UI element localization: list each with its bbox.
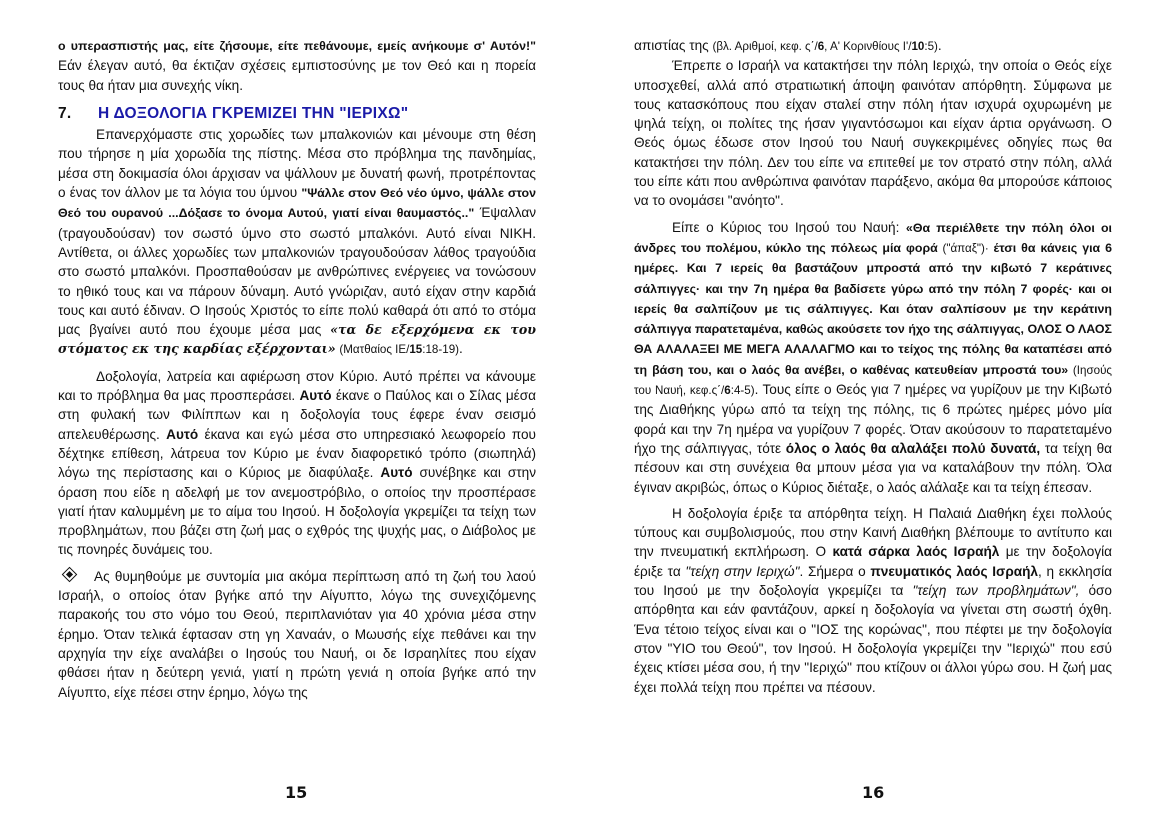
bold-text: «Θα περιέλθετε την πόλη όλοι οι άνδρες του πολέμου, κύκλο της πόλεως μία φορά bbox=[634, 220, 1113, 255]
paragraph-1 bbox=[58, 36, 536, 95]
diamond-bullet-icon bbox=[62, 566, 78, 582]
paragraph-2: Έπρεπε ο Ισραήλ να κατακτήσει την πόλη Ιεριχώ, την οποία ο Θεός είχε υποσχεθεί, αλλά από στρατιωτική άποψη φαινόταν απόρθητη. Σύμφωνα με τους κατασκόπους που είχαν σταλεί στην πόλη ήταν ισχυρά οχυρωμένη με ψηλά τείχη, οι πολίτες της ήσαν γιγαντόσωμοι και είχαν άρτια οργάνωση. Ο Θεός όμως έδωσε στον Ιησού του Ναυή συγκεκριμένες οδηγίες πως θα κατακτήσει την πόλη. Δεν του είπε να επιτεθεί με τον στρατό στην πόλη, αλλά του είπε κάτι που ανθρώπινα φαινόταν παράξενο, ακόμα θα μπορούσε κάποιος να το ονομάσει "ανόητο". bbox=[634, 58, 1112, 209]
ref-part: (βλ. Αριθμοί, κεφ. ς΄/ bbox=[712, 40, 818, 53]
ref-chapter: 10 bbox=[911, 40, 925, 53]
ref-part: :4-5) bbox=[730, 384, 755, 398]
right-page bbox=[634, 36, 1112, 697]
body-text: Δοξολογία, λατρεία και αφιέρωση στον Κύριο. Αυτό πρέπει να κάνουμε και το πρόβλημα θα μας προσπεράσει. bbox=[58, 368, 536, 404]
bold-text: πνευματικός λαός Ισραήλ bbox=[870, 563, 1038, 579]
paragraph-3 bbox=[58, 367, 536, 560]
ref-part: :5) bbox=[924, 40, 938, 53]
body-text: . Σήμερα ο bbox=[799, 563, 871, 579]
body-text: έκανα και εγώ μέσα στο υπηρεσιακό λεωφορείο που δέχτηκε επίθεση, λάτρευα τον Κύριο με έναν διαφορετικό τρόπο (σιωπηλά) λόγω της περίστασης και ο Κύριος με διαφύλαξε. bbox=[58, 426, 536, 481]
scripture-quote: «τα δε εξερχόμενα εκ του στόματος εκ της καρδίας εξέρχονται» bbox=[58, 322, 536, 357]
scripture-ref bbox=[712, 40, 937, 53]
body-text: Είπε ο Κύριος του Ιησού του Ναυή: bbox=[672, 219, 906, 235]
ref-part: :18-19) bbox=[422, 343, 459, 357]
ref-chapter: 6 bbox=[817, 40, 825, 53]
bold-text: ο υπερασπιστής μας, είτε ζήσουμε, είτε πεθάνουμε, εμείς ανήκουμε σ' Αυτόν!" bbox=[58, 39, 536, 53]
bold-text: έτσι θα κάνεις για 6 ημέρες. Και 7 ιερείς θα βαστάζουν μπροστά από την κιβωτό 7 κεράτινες σάλπιγγες· και την 7η ημέρα θα βαδίσετε γύρω από την πόλη 7 φορές· και οι ιερείς θα σαλπίζουν με τις σάλπιγγες. Και όταν σαλπίσουν με την κεράτινη σάλπιγγα παρατεταμένα, καθώς ακούσετε τον ήχο της σάλπιγγας, ΟΛΟΣ Ο ΛΑΟΣ ΘΑ ΑΛΑΛΑΞΕΙ ΜΕ ΜΕΓΑ ΑΛΑΛΑΓΜΟ και το τείχος της πόλης θα καταπέσει από τη βάση του, και ο λαός θα ανέβει, ο καθένας κατευθείαν μπροστά του» bbox=[634, 240, 1113, 377]
section-title: Η ΔΟΞΟΛΟΓΙΑ ΓΚΡΕΜΙΖΕΙ ΤΗΝ "ΙΕΡΙΧΩ" bbox=[98, 104, 409, 122]
bold-text: Αυτό bbox=[380, 465, 413, 481]
ref-part: , Α' Κορινθίους Ι'/ bbox=[824, 40, 912, 53]
italic-text: "τείχη στην Ιεριχώ" bbox=[685, 563, 800, 579]
bold-text: Αυτό bbox=[299, 388, 332, 404]
bold-text: "Ψάλλε στον Θεό νέο ύμνο, ψάλλε στον Θεό του ουρανού ...Δόξασε το όνομα Αυτού, γιατί είναι θαυμαστός.." bbox=[58, 186, 536, 221]
page-number-left: 15 bbox=[285, 783, 308, 802]
section-number: 7. bbox=[58, 104, 72, 122]
italic-text: "τείχη των προβλημάτων", bbox=[912, 583, 1080, 599]
paragraph-2 bbox=[58, 125, 536, 360]
body-text: έκανε ο Παύλος και ο Σίλας μέσα στη φυλακή των Φιλίππων και η δοξολογία τους έφερε έναν σεισμό απελευθέρωσης. bbox=[58, 388, 536, 442]
body-text: Η δοξολογία έριξε τα απόρθητα τείχη. Η Παλαιά Διαθήκη έχει πολλούς τύπους και συμβολισμούς, που στην Καινή Διαθήκη βλέπουμε το αντίτυπο και την πνευματική εκπλήρωση. Ο bbox=[634, 505, 1112, 560]
paren-text: ("άπαξ")· bbox=[937, 241, 994, 255]
body-text: . bbox=[459, 341, 463, 357]
body-text: απιστίας της bbox=[634, 38, 713, 53]
bold-text: κατά σάρκα λαός Ισραήλ bbox=[832, 544, 1000, 560]
body-text: Έψαλλαν (τραγουδούσαν) τον σωστό ύμνο στο σωστό μπαλκόνι. Αυτό είναι ΝΙΚΗ. Αντίθετα, οι άλλες χορωδίες των μπαλκονιών τραγουδούσαν λάθος τραγούδια στο σωστό μπαλκόνι. Προσπαθούσαν με ανθρώπινες ενέργειες να τονώσουν το ηθικό τους και να πάρουν δύναμη. Αυτό γνώριζαν, αυτό είχαν στην καρδιά τους και αυτό έδιναν. Ο Ιησούς Χριστός το είπε πολύ καθαρά ότι από το στόμα μας βγαίνει αυτό που έχουμε μέσα μας bbox=[58, 205, 537, 338]
body-text: , η εκκλησία του Ιησού με την δοξολογία γκρεμίζει τα bbox=[634, 563, 1112, 599]
ref-part: (Ματθαίος ΙΕ/ bbox=[339, 343, 410, 357]
body-text: . bbox=[937, 38, 942, 53]
paragraph-4 bbox=[58, 567, 536, 702]
page-number-right: 16 bbox=[862, 783, 885, 802]
bold-text: Αυτό bbox=[166, 426, 199, 442]
scripture-ref bbox=[339, 343, 459, 356]
paragraph-1 bbox=[634, 36, 1112, 56]
ref-part: (Ιησούς του Ναυή, κεφ.ς΄/ bbox=[634, 363, 1112, 398]
body-text: Επανερχόμαστε στις χορωδίες των μπαλκονιών και μένουμε στη θέση που τήρησε η μία χορωδία της πίστης. Μέσα στο πρόβλημα της πανδημίας, μέσα στη δοκιμασία όλοι άρχισαν να ψάλλουν με δυνατή φωνή, προτρέποντας ο ένας τον άλλον με τα λόγια του ύμνου bbox=[58, 127, 536, 201]
body-text: συνέβηκε και στην όραση που είδε η αδελφή με τον ανεμοστρόβιλο, ο οποίος την προσπέρασε γιατί ήταν καλυμμένη με το αίμα του Ιησού. Η δοξολογία γκρεμίζει τα τείχη των προβλημάτων, που βάζει στη ζωή μας ο εχθρός της ψυχής μας, ο Διάβολος με τις πονηρές δυνάμεις του. bbox=[58, 465, 536, 558]
bullet bbox=[58, 567, 94, 586]
ref-chapter: 6 bbox=[724, 384, 731, 398]
body-text: με την δοξολογία έριξε τα bbox=[634, 544, 1112, 579]
body-text: . Τους είπε ο Θεός για 7 ημέρες να γυρίζουν με την Κιβωτό της Διαθήκης γύρω από τα τείχη της πόλης, τις 6 πρώτες ημέρες μόνο μία φορά και την 7η ημέρα να γυρίζουν 7 φορές. Όταν ακούσουν το παρατεταμένο ήχο της σάλπιγγας, τότε bbox=[634, 382, 1112, 456]
ref-chapter: 15 bbox=[409, 343, 423, 357]
left-page bbox=[58, 36, 536, 702]
body-text: Ας θυμηθούμε με συντομία μια ακόμα περίπτωση από τη ζωή του λαού Ισραήλ, ο οποίος όταν βγήκε από την Αίγυπτο, λόγω της συνεχιζόμενης παρακοής του στο νόμο του Θεού, περιπλανιόταν για 40 χρόνια μέσα στην έρημο. Όταν τελικά έφτασαν στη γη Χαναάν, ο Μωυσής είχε πεθάνει και την αρχηγία την είχε αναλάβει ο Ιησούς του Ναυή, οι δε Ισραηλίτες που είχαν φθάσει ήταν η δεύτερη γενιά, γιατί η πρώτη γενιά η οποία βγήκε από την Αίγυπτο, είχε πέσει στην έρημο, λόγω της bbox=[58, 568, 536, 700]
section-heading bbox=[58, 104, 536, 123]
paragraph-4 bbox=[634, 504, 1112, 697]
body-text: τα τείχη θα πέσουν και στη συνέχεια θα μπουν μέσα για να καταλάβουν την πόλη. Όλα έγιναν ακριβώς, όπως ο Κύριος διέταξε, ο λαός αλάλαξε και τα τείχη έπεσαν. bbox=[634, 440, 1112, 495]
body-text: Εάν έλεγαν αυτό, θα έκτιζαν σχέσεις εμπιστοσύνης με τον Θεό και η πορεία τους θα ήταν μια συνεχής νίκη. bbox=[58, 58, 536, 93]
paragraph-3 bbox=[634, 218, 1112, 497]
bold-text: όλος ο λαός θα αλαλάξει πολύ δυνατά, bbox=[785, 440, 1041, 456]
body-text: όσο απόρθητα και εάν φαντάζουν, αρκεί η δοξολογία να γίνεται στη σωστή όχθη. Ένα τέτοιο τείχος είναι και ο "ΙΟΣ της κορώνας", που πέφτει με την δοξολογία στον "ΥΙΟ του Θεού", τον Ιησού. Η δοξολογία γκρεμίζει την "Ιεριχώ" που εσύ έχεις κτίσει μέσα σου, ή την "Ιεριχώ" που κτίζουν οι άλλοι γύρω σου. Η ζωή μας έχει πολλά τείχη που πρέπει να πέσουν. bbox=[634, 583, 1112, 695]
